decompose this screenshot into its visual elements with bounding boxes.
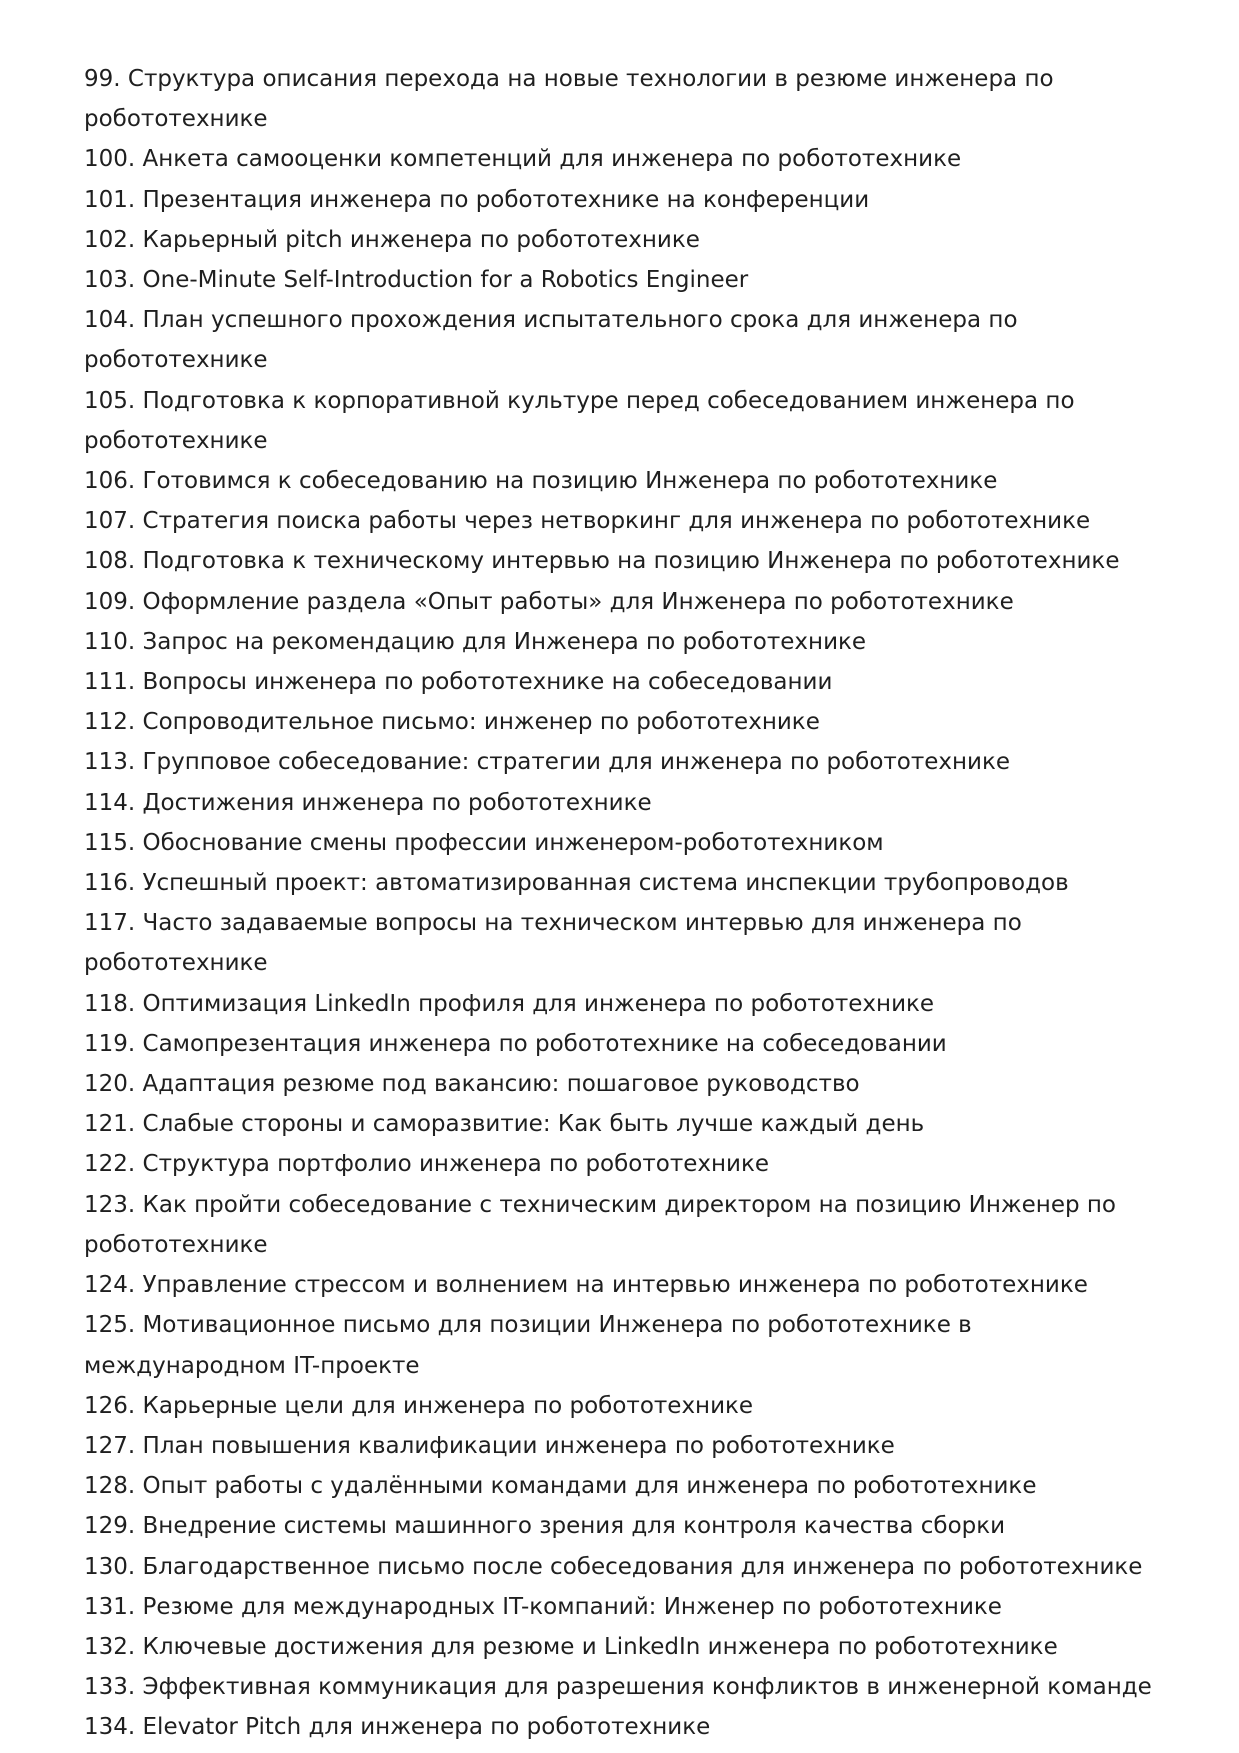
list-item: 118. Оптимизация LinkedIn профиля для инженера по робототехнике: [84, 990, 935, 1017]
list-item: 111. Вопросы инженера по робототехнике на собеседовании: [84, 669, 833, 696]
list-item: 129. Внедрение системы машинного зрения для контроля качества сборки: [84, 1513, 1006, 1540]
list-item: 103. One-Minute Self-Introduction for a Robotics Engineer: [84, 267, 749, 294]
list-item: 113. Групповое собеседование: стратегии для инженера по робототехнике: [84, 749, 1011, 776]
list-item: 124. Управление стрессом и волнением на интервью инженера по робототехнике: [84, 1272, 1088, 1299]
list-item: 131. Резюме для международных IT-компаний: Инженер по робототехнике: [84, 1593, 1002, 1620]
list-item: 121. Слабые стороны и саморазвитие: Как быть лучше каждый день: [84, 1111, 925, 1138]
list-item: 102. Карьерный pitch инженера по робототехнике: [84, 226, 700, 253]
list-item: 115. Обоснование смены профессии инженером-робототехником: [84, 829, 884, 856]
list-item: 122. Структура портфолио инженера по робототехнике: [84, 1151, 770, 1178]
list-item: 120. Адаптация резюме под вакансию: пошаговое руководство: [84, 1071, 860, 1098]
list-item: 105. Подготовка к корпоративной культуре перед собеседованием инженера по робототехнике: [84, 387, 1075, 454]
list-item: 106. Готовимся к собеседованию на позицию Инженера по робототехнике: [84, 468, 998, 495]
list-item: 116. Успешный проект: автоматизированная система инспекции трубопроводов: [84, 870, 1069, 897]
list-item: 125. Мотивационное письмо для позиции Инженера по робототехнике в международном IT-проекте: [84, 1312, 972, 1379]
list-item: 107. Стратегия поиска работы через нетворкинг для инженера по робототехнике: [84, 508, 1091, 535]
list-item: 134. Elevator Pitch для инженера по робототехнике: [84, 1714, 711, 1741]
list-item: 132. Ключевые достижения для резюме и LinkedIn инженера по робототехнике: [84, 1633, 1058, 1660]
list-item: 130. Благодарственное письмо после собеседования для инженера по робототехнике: [84, 1553, 1143, 1580]
list-item: 104. План успешного прохождения испытательного срока для инженера по робототехнике: [84, 307, 1018, 374]
list-item: 112. Сопроводительное письмо: инженер по робототехнике: [84, 709, 820, 736]
list-item: 119. Самопрезентация инженера по робототехнике на собеседовании: [84, 1030, 947, 1057]
list-item: 117. Часто задаваемые вопросы на техническом интервью для инженера по робототехнике: [84, 910, 1022, 977]
list-item: 99. Структура описания перехода на новые технологии в резюме инженера по робототехнике: [84, 66, 1054, 133]
document-page: [84, 59, 1164, 1748]
list-item: 100. Анкета самооценки компетенций для инженера по робототехнике: [84, 146, 962, 173]
list-item: 126. Карьерные цели для инженера по робототехнике: [84, 1392, 754, 1419]
list-item: 127. План повышения квалификации инженера по робототехнике: [84, 1432, 895, 1459]
list-item: 114. Достижения инженера по робототехнике: [84, 789, 652, 816]
list-item: 101. Презентация инженера по робототехнике на конференции: [84, 186, 870, 213]
list-item: 108. Подготовка к техническому интервью на позицию Инженера по робототехнике: [84, 548, 1120, 575]
list-item: 133. Эффективная коммуникация для разрешения конфликтов в инженерной команде: [84, 1674, 1152, 1701]
list-item: 109. Оформление раздела «Опыт работы» для Инженера по робототехнике: [84, 588, 1014, 615]
list-item: 110. Запрос на рекомендацию для Инженера по робототехнике: [84, 628, 867, 655]
list-item: 128. Опыт работы с удалёнными командами для инженера по робототехнике: [84, 1473, 1037, 1500]
list-item: 123. Как пройти собеседование с техническим директором на позицию Инженер по робототехнике: [84, 1191, 1116, 1258]
